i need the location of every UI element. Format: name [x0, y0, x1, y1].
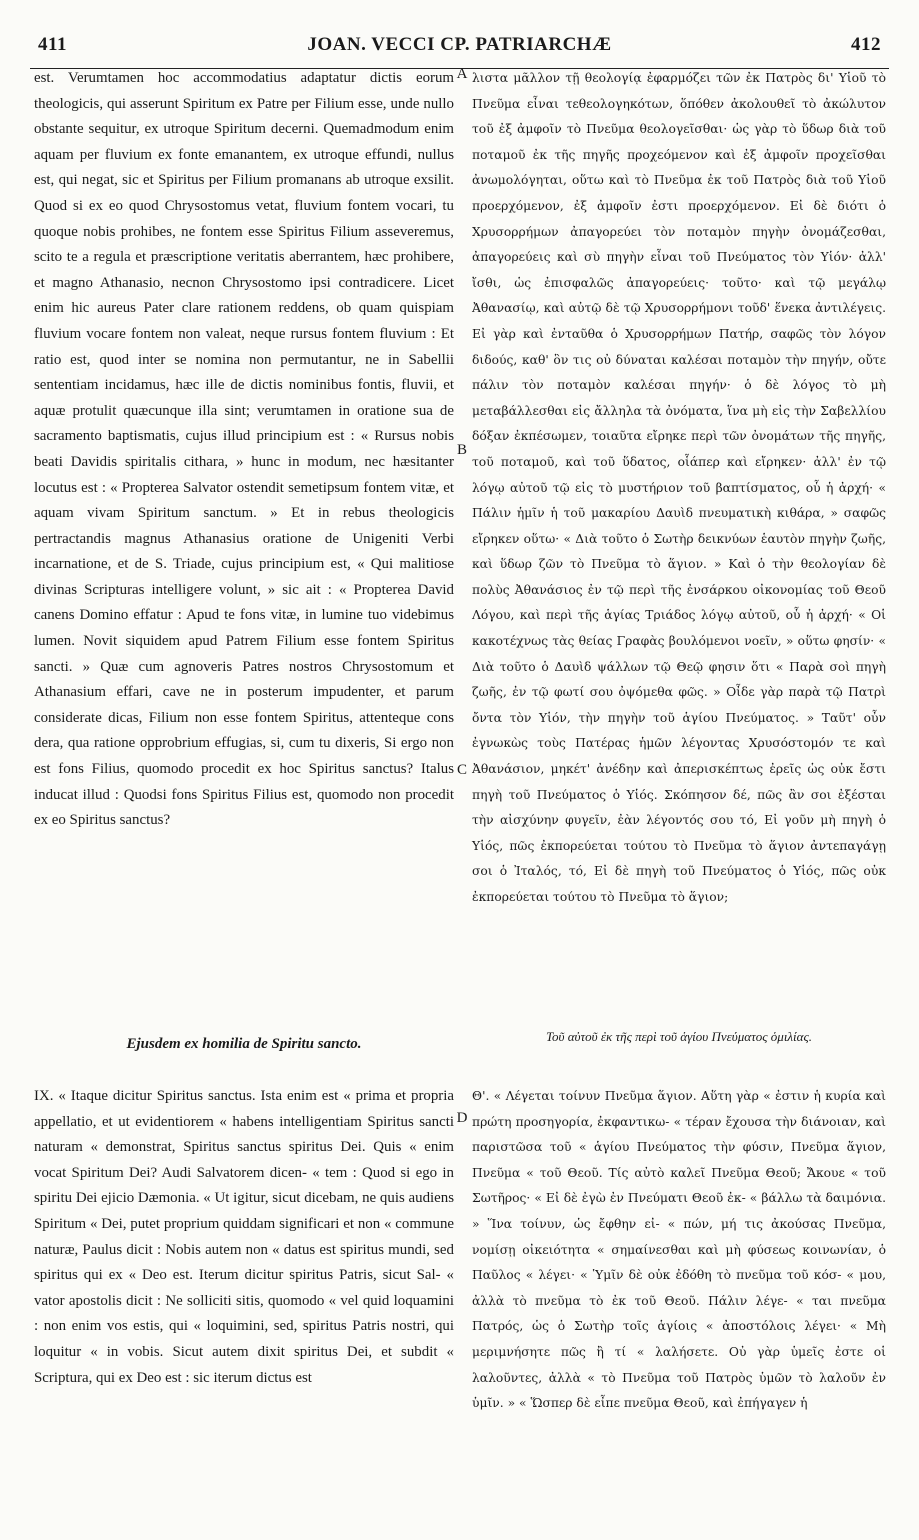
latin-section-heading: Ejusdem ex homilia de Spiritu sancto. [126, 1036, 362, 1052]
margin-letter-d: D [456, 1110, 468, 1126]
latin-paragraph: est. Verumtamen hoc accommodatius adaptatur dictis eorum theologicis, qui asserunt Spiritum ex Patre per Filium esse, unde nullo obstante sequitur, ex utroque Spiritum decerni. Quemadmodum enim aquam per fluvium ex fonte emanantem, ex utroque effundi, nullus est, qui negat, sic et Spiritus per Filium promanans ab utroque exsilit. Quod si ex eo quod Chrysostomus vetat, fluvium fontem vocari, tu quoque nobis prohibes, ne fontem esse Spiritus Filium asseveremus, scito te a regula et præscriptione veritatis aberrantem, hæc prohibere, et magno Athanasio, necnon Chrysostomo ipsi contradicere. Licet enim hic aureus Pater clare rationem reddens, ob quam quispiam fluvium vocare fontem non valeat, neque rursus fontem fluvium : Et ratio est, quod inter se nomina non permutantur, ne in Sabellii sententiam incidamus, hæc ille de dictis nominibus fontis, fluvii, et aquæ protulit quæcunque illa sint; verumtamen in oratione sua de sacramento baptismatis, cujus illud principium est : « Rursus nobis beati Davidis spiritalis cithara, » hunc in modum, nec hæsitanter locutus est : « Propterea Salvator ostendit semetipsum fontem vitæ, et aquam vivam Spiritum sanctum. » Et in rebus theologicis pertractandis magnus Athanasius oratione de Unigeniti Verbi incarnatione, et de S. Triade, cujus principium est, « Qui malitiose divinas Scripturas intelligere volunt, » sic ait : « Propterea David canens Domino effatur : Apud te fons vitæ, in lumine tuo videbimus lumen. Novit siquidem apud Patrem Filium esse fontem Spiritus sancti. » Quæ cum agnoveris Patres nostros Chrysostomum et Athanasium effari, cave ne in posterum impudenter, et parum considerate dicas, Filium non esse fontem Spiritus, attenteque cons dera, qua ratione opprobrium effugias, si, cum tu dixeris, Si ergo non est fons Filius, quomodo procedit ex hoc Spiritus sanctus? Italus inducat illud : Quodsi fons Spiritus Filius est, quomodo non procedit ex eo Spiritus sanctus? [34, 70, 454, 829]
margin-letter-b: B [456, 442, 467, 458]
greek-column-bottom [472, 1084, 886, 1417]
running-header [30, 34, 889, 69]
latin-column-top [34, 66, 454, 834]
latin-paragraph-ix: IX. « Itaque dicitur Spiritus sanctus. Ista enim est « prima et propria appellatio, et ut evidentiorem « habens intelligentiam Spiritus sancti naturam « demonstrat, Spiritus sanctus spiritus Dei. Quis « enim vocat Spiritum Dei? Audi Salvatorem dicen- « tem : Quod si ego in spiritu Dei ejicio Dæmonia. « Ut igitur, sicut dicebam, ne quis audiens Spiritum « Dei, putet proprium quiddam significari et non « commune naturæ, Paulus dicit : Nobis autem non « datus est spiritus mundi, sed spiritus qui ex « Deo est. Iterum dicitur spiritus Patris, sicut Sal- « vator apostolis dicit : Ne solliciti sitis, quomodo « vel quid loquamini : non enim vos estis, qui « loquimini, sed, spiritus Patris nostri, qui loquitur « in vobis. Sicut autem dixit spiritus Dei, et subdit « Scriptura, qui ex Deo est : sic iterum dictus est [34, 1088, 454, 1386]
running-title: JOAN. VECCI CP. PATRIARCHÆ [307, 34, 612, 55]
margin-letter-c: C [456, 762, 467, 778]
greek-paragraph: λιστα μᾶλλον τῇ θεολογίᾳ ἐφαρμόζει τῶν ἐκ Πατρὸς δι' Υἱοῦ τὸ Πνεῦμα εἶναι τεθεολογηκότων, ὅπόθεν ἀκολουθεῖ τὸ ἀκώλυτον τοῦ ἐξ ἀμφοῖν τὸ Πνεῦμα θεολογεῖσθαι· ὡς γὰρ τὸ ὕδωρ διὰ τοῦ ποταμοῦ ἐκ τῆς πηγῆς προχεόμενον καὶ ἐξ ἀμφοῖν προχεῖσθαι ἀνωμολόγηται, οὕτω καὶ τὸ Πνεῦμα ἐκ τοῦ Πατρὸς διὰ τοῦ Υἱοῦ προερχόμενον, ἐξ ἀμφοῖν ἐστι προερχόμενον. Εἰ δὲ διότι ὁ Χρυσορρήμων ἀπαγορεύει τὸν ποταμὸν πηγὴν ὀνομάζεσθαι, ἀπαγορεύεις καὶ σὺ πηγὴν εἶναι τοῦ Πνεύματος τὸν Υἱόν· ἀλλ' ἴσθι, ὡς ἐπισφαλῶς ἀπαγορεύεις· τοῦτο· καὶ τῷ μεγάλῳ Ἀθανασίῳ, καὶ αὐτῷ δὲ τῷ Χρυσορρήμονι τοῦδ' ἕνεκα ἀντιλέγεις. Εἰ γὰρ καὶ ἐνταῦθα ὁ Χρυσορρήμων Πατήρ, σαφῶς τὸν λόγον διδούς, καθ' ὃν τις οὐ δύναται καλέσαι ποταμὸν τὴν πηγήν, οὔτε πάλιν τὸν ποταμὸν καλέσαι πηγήν· ὁ δὲ λόγος τὸ μὴ μεταβάλλεσθαι εἰς ἄλληλα τὰ ὀνόματα, ἵνα μὴ εἰς τὴν Σαβελλίου δόξαν ἐκπέσωμεν, τοιαῦτα εἴρηκε περὶ τῶν ὀνομάτων τῆς πηγῆς, τοῦ ποταμοῦ, καὶ τοῦ ὕδατος, οἷάπερ καὶ εἴρηκεν· ἀλλ' ἐν τῷ λόγῳ αὐτοῦ τῷ εἰς τὸ μυστήριον τοῦ βαπτίσματος, οὗ ἡ ἀρχή· « Πάλιν ἡμῖν ἡ τοῦ μακαρίου Δαυὶδ πνευματικὴ κιθάρα, » σαφῶς εἴρηκεν οὕτω· « Διὰ τοῦτο ὁ Σωτὴρ δεικνύων ἑαυτὸν πηγὴν ζωῆς, καὶ ὕδωρ ζῶν τὸ Πνεῦμα τὸ ἅγιον. » Καὶ ὁ τὴν θεολογίαν δὲ πολὺς Ἀθανάσιος ἐν τῷ περὶ τῆς ἐνσάρκου οἰκονομίας τοῦ Θεοῦ Λόγου, καὶ περὶ τῆς ἁγίας Τριάδος λόγῳ αὐτοῦ, οὗ ἡ ἀρχή· « Οἱ κακοτέχνως τὰς θείας Γραφὰς βουλόμενοι νοεῖν, » οὕτω φησίν· « Διὰ τοῦτο ὁ Δαυὶδ ψάλλων τῷ Θεῷ φησιν ὅτι « Παρὰ σοὶ πηγὴ ζωῆς, ἐν τῷ φωτί σου ὀψόμεθα φῶς. » Οἶδε γὰρ παρὰ τῷ Πατρὶ ὄντα τὸν Υἱόν, τὴν πηγὴν τοῦ ἁγίου Πνεύματος. » Ταῦτ' οὖν ἐγνωκὼς τοὺς Πατέρας ἡμῶν λέγοντας Χρυσόστομόν τε καὶ Ἀθανάσιον, μηκέτ' ἀνέδην καὶ ἀπερισκέπτως ἐρεῖς ὡς οὐκ ἔστι πηγὴ τοῦ Πνεύματος ὁ Υἱός. Σκόπησον δέ, πῶς ἂν σοι ἐξέσται τὴν αἰσχύνην φυγεῖν, ἐὰν λέγοντός σου τό, Εἰ γοῦν μὴ πηγὴ ὁ Υἱός, πῶς ἐκπορεύεται τούτου τὸ Πνεῦμα τὸ ἅγιον ἀντεπαγάγῃ σοι ὁ Ἰταλός, τό, Εἰ δὲ πηγὴ τοῦ Πνεύματος ὁ Υἱός, πῶς οὐκ ἐκπορεύεται τούτου τὸ Πνεῦμα τὸ ἅγιον; [472, 71, 886, 904]
page-number-left: 411 [38, 34, 67, 55]
latin-column-bottom [34, 1084, 454, 1391]
page-number-right: 412 [851, 34, 881, 55]
greek-section-heading: Τοῦ αὐτοῦ ἐκ τῆς περὶ τοῦ ἁγίου Πνεύματος ὁμιλίας. [545, 1029, 813, 1044]
greek-column-top [472, 66, 886, 911]
margin-letter-a: A [456, 66, 468, 82]
greek-paragraph-ix: Θ'. « Λέγεται τοίνυν Πνεῦμα ἅγιον. Αὕτη γὰρ « ἐστιν ἡ κυρία καὶ πρώτη προσηγορία, ἐκφαντικω- « τέραν ἔχουσα τὴν διάνοιαν, καὶ παριστῶσα τοῦ « ἁγίου Πνεύματος τὴν φύσιν, Πνεῦμα ἅγιον, Πνεῦμα « τοῦ Θεοῦ. Τίς αὐτὸ καλεῖ Πνεῦμα Θεοῦ; Ἄκουε « τοῦ Σωτῆρος· « Εἰ δὲ ἐγὼ ἐν Πνεύματι Θεοῦ ἐκ- « βάλλω τὰ δαιμόνια. » Ἵνα τοίνυν, ὡς ἔφθην εἰ- « πών, μή τις ἀκούσας Πνεῦμα, νομίσῃ οἰκειότητα « σημαίνεσθαι καὶ μὴ φύσεως κοινωνίαν, ὁ Παῦλος « λέγει· « Ὑμῖν δὲ οὐκ ἐδόθη τὸ πνεῦμα τοῦ κόσ- « μου, ἀλλὰ τὸ πνεῦμα τὸ ἐκ τοῦ Θεοῦ. Πάλιν λέγε- « ται πνεῦμα Πατρός, ὡς ὁ Σωτὴρ τοῖς ἁγίοις « ἀποστόλοις λέγει· « Μὴ μεριμνήσητε πῶς ἢ τί « λαλήσετε. Οὐ γὰρ ὑμεῖς ἐστε οἱ λαλοῦντες, ἀλλὰ « τὸ Πνεῦμα τοῦ Πατρὸς ὑμῶν τὸ λαλοῦν ἐν ὑμῖν. » « Ὥσπερ δὲ εἶπε πνεῦμα Θεοῦ, καὶ ἐπήγαγεν ἡ [472, 1089, 886, 1411]
